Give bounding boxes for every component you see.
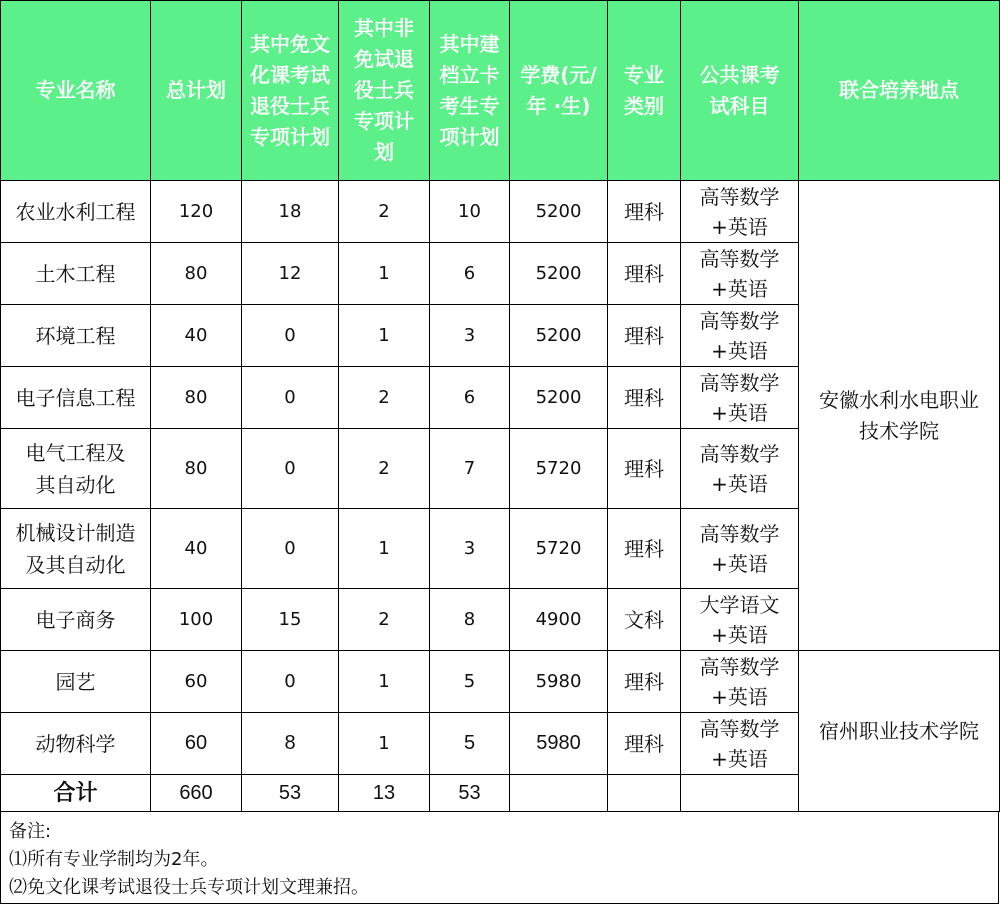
exam-subjects-cell: 高等数学+英语	[681, 243, 799, 305]
exam-subjects-cell: 高等数学+英语	[681, 429, 799, 509]
header-row	[1, 1, 1000, 181]
category-cell: 理科	[608, 509, 681, 589]
header-exempt-veteran: 其中免文化课考试退役士兵专项计划	[242, 1, 339, 181]
header-total-plan: 总计划	[151, 1, 242, 181]
poverty-plan-cell: 6	[430, 243, 510, 305]
exempt-veteran-cell: 18	[242, 181, 339, 243]
exam-subjects-cell: 高等数学+英语	[681, 305, 799, 367]
poverty-plan-cell: 3	[430, 509, 510, 589]
notes-line-2: ⑵免文化课考试退役士兵专项计划文理兼招。	[9, 877, 369, 898]
tuition-cell: 5200	[510, 367, 608, 429]
tuition-cell: 4900	[510, 589, 608, 651]
exam-subjects-cell: 高等数学+英语	[681, 651, 799, 713]
header-non-exempt-veteran: 其中非免试退役士兵专项计划	[339, 1, 430, 181]
notes-section	[0, 812, 999, 904]
major-name: 机械设计制造及其自动化	[1, 509, 151, 589]
tuition-cell: 5720	[510, 509, 608, 589]
total-plan-cell: 40	[151, 509, 242, 589]
poverty-plan-cell: 8	[430, 589, 510, 651]
non-exempt-veteran-cell: 2	[339, 181, 430, 243]
exempt-veteran-cell: 15	[242, 589, 339, 651]
exempt-veteran-cell: 0	[242, 429, 339, 509]
totals-label: 合计	[1, 775, 151, 812]
major-name: 环境工程	[1, 305, 151, 367]
notes-line-1: ⑴所有专业学制均为2年。	[9, 849, 219, 870]
major-name: 园艺	[1, 651, 151, 713]
major-name: 电子商务	[1, 589, 151, 651]
notes-title: 备注:	[9, 821, 52, 842]
header-location: 联合培养地点	[799, 1, 1000, 181]
category-cell: 理科	[608, 243, 681, 305]
non-exempt-veteran-cell: 1	[339, 305, 430, 367]
table-row	[1, 651, 1000, 713]
major-name: 农业水利工程	[1, 181, 151, 243]
exempt-veteran-cell: 12	[242, 243, 339, 305]
header-exam-subjects: 公共课考试科目	[681, 1, 799, 181]
tuition-cell: 5980	[510, 651, 608, 713]
header-name: 专业名称	[1, 1, 151, 181]
major-name: 动物科学	[1, 713, 151, 775]
category-cell: 理科	[608, 181, 681, 243]
major-name: 电子信息工程	[1, 367, 151, 429]
exam-subjects-cell: 高等数学+英语	[681, 509, 799, 589]
totals-subjects-empty	[681, 775, 799, 812]
category-cell: 理科	[608, 305, 681, 367]
totals-exempt-veteran: 53	[242, 775, 339, 812]
non-exempt-veteran-cell: 1	[339, 713, 430, 775]
poverty-plan-cell: 3	[430, 305, 510, 367]
poverty-plan-cell: 6	[430, 367, 510, 429]
category-cell: 理科	[608, 713, 681, 775]
exempt-veteran-cell: 0	[242, 305, 339, 367]
location-cell-anhui: 安徽水利水电职业技术学院	[799, 181, 1000, 651]
total-plan-cell: 60	[151, 713, 242, 775]
exempt-veteran-cell: 0	[242, 651, 339, 713]
exam-subjects-cell: 高等数学+英语	[681, 713, 799, 775]
tuition-cell: 5200	[510, 181, 608, 243]
non-exempt-veteran-cell: 2	[339, 589, 430, 651]
tuition-cell: 5200	[510, 305, 608, 367]
category-cell: 理科	[608, 429, 681, 509]
tuition-cell: 5200	[510, 243, 608, 305]
totals-total-plan: 660	[151, 775, 242, 812]
total-plan-cell: 120	[151, 181, 242, 243]
exam-subjects-cell: 大学语文+英语	[681, 589, 799, 651]
location-cell-suzhou: 宿州职业技术学院	[799, 651, 1000, 812]
total-plan-cell: 100	[151, 589, 242, 651]
total-plan-cell: 40	[151, 305, 242, 367]
non-exempt-veteran-cell: 1	[339, 651, 430, 713]
category-cell: 理科	[608, 367, 681, 429]
exempt-veteran-cell: 8	[242, 713, 339, 775]
total-plan-cell: 80	[151, 367, 242, 429]
poverty-plan-cell: 7	[430, 429, 510, 509]
total-plan-cell: 80	[151, 243, 242, 305]
total-plan-cell: 80	[151, 429, 242, 509]
category-cell: 文科	[608, 589, 681, 651]
table-row	[1, 181, 1000, 243]
non-exempt-veteran-cell: 2	[339, 429, 430, 509]
poverty-plan-cell: 5	[430, 651, 510, 713]
category-cell: 理科	[608, 651, 681, 713]
tuition-cell: 5720	[510, 429, 608, 509]
exempt-veteran-cell: 0	[242, 509, 339, 589]
poverty-plan-cell: 5	[430, 713, 510, 775]
totals-tuition-empty	[510, 775, 608, 812]
major-name: 土木工程	[1, 243, 151, 305]
non-exempt-veteran-cell: 1	[339, 509, 430, 589]
totals-category-empty	[608, 775, 681, 812]
major-name: 电气工程及其自动化	[1, 429, 151, 509]
non-exempt-veteran-cell: 1	[339, 243, 430, 305]
exempt-veteran-cell: 0	[242, 367, 339, 429]
exam-subjects-cell: 高等数学+英语	[681, 367, 799, 429]
header-tuition: 学费(元/年 ·生)	[510, 1, 608, 181]
exam-subjects-cell: 高等数学+英语	[681, 181, 799, 243]
non-exempt-veteran-cell: 2	[339, 367, 430, 429]
totals-poverty-plan: 53	[430, 775, 510, 812]
header-poverty-plan: 其中建档立卡考生专项计划	[430, 1, 510, 181]
poverty-plan-cell: 10	[430, 181, 510, 243]
total-plan-cell: 60	[151, 651, 242, 713]
tuition-cell: 5980	[510, 713, 608, 775]
totals-non-exempt-veteran: 13	[339, 775, 430, 812]
header-category: 专业类别	[608, 1, 681, 181]
